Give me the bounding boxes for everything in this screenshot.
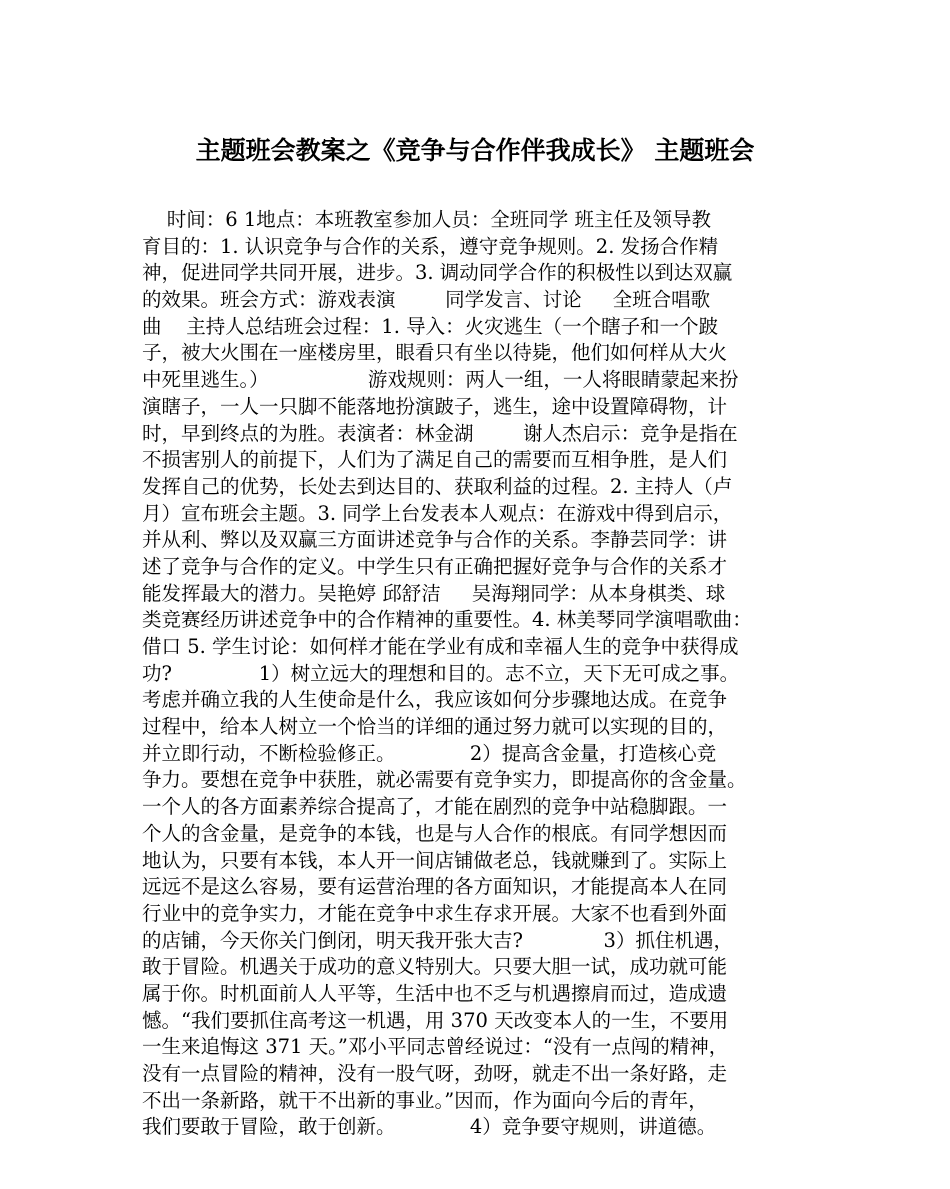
- body-text-line: 远远不是这么容易，要有运营治理的各方面知识，才能提高本人在同: [142, 875, 728, 899]
- body-text-line: 子，被大火围在一座楼房里，眼看只有坐以待毙，他们如何样从大火: [142, 341, 728, 365]
- body-text-line: 地认为，只要有本钱，本人开一间店铺做老总，钱就赚到了。实际上: [142, 848, 728, 872]
- body-text-line: 我们要敢于冒险，敢于创新。 4）竞争要守规则，讲道德。: [142, 1115, 717, 1139]
- body-text-line: 借口 5. 学生讨论：如何样才能在学业有成和幸福人生的竞争中获得成: [142, 635, 739, 658]
- body-text-line: 演瞎子，一人一只脚不能落地扮演跛子，逃生，途中设置障碍物，计: [142, 394, 728, 418]
- body-text-line: 曲 主持人总结班会过程：1. 导入：火灾逃生（一个瞎子和一个跛: [142, 314, 719, 338]
- body-text-line: 功? 1）树立远大的理想和目的。志不立，天下无可成之事。: [142, 661, 740, 685]
- document-body: [142, 207, 830, 1141]
- body-text-line: 神，促进同学共同开展，进步。3. 调动同学合作的积极性以到达双赢: [142, 261, 733, 285]
- body-text-line: 属于你。时机面前人人平等，生活中也不乏与机遇擦肩而过，造成遗: [142, 981, 728, 1005]
- body-text-line: 述了竞争与合作的定义。中学生只有正确把握好竞争与合作的关系才: [142, 554, 728, 578]
- body-text-line: 一个人的各方面素养综合提高了，才能在剧烈的竞争中站稳脚跟。一: [142, 795, 728, 819]
- body-text-line: 发挥自己的优势，长处去到达目的、获取利益的过程。2. 主持人（卢: [142, 474, 733, 498]
- body-text-line: 不损害别人的前提下，人们为了满足自己的需要而互相争胜，是人们: [142, 448, 728, 472]
- body-text-line: 一生来追悔这 371 天。”邓小平同志曾经说过：“没有一点闯的精神，: [142, 1035, 729, 1059]
- body-text-line: 没有一点冒险的精神，没有一股气呀，劲呀，就走不出一条好路，走: [142, 1062, 728, 1085]
- document-title: 主题班会教案之《竞争与合作伴我成长》 主题班会: [195, 136, 755, 165]
- body-text-line: 憾。“我们要抓住高考这一机遇，用 370 天改变本人的一生，不要用: [142, 1008, 729, 1032]
- body-text-line: 并立即行动，不断检验修正。 2）提高含金量，打造核心竞: [142, 741, 717, 765]
- body-text-line: 育目的：1. 认识竞争与合作的关系，遵守竞争规则。2. 发扬合作精: [142, 234, 719, 258]
- body-text-line: 时，早到终点的为胜。表演者：林金湖 谢人杰启示：竞争是指在: [142, 421, 738, 445]
- body-text-line: 时间：6 1地点：本班教室参加人员：全班同学 班主任及领导教: [142, 208, 712, 231]
- body-text-line: 考虑并确立我的人生使命是什么，我应该如何分步骤地达成。在竞争: [142, 688, 728, 712]
- body-text-line: 并从利、弊以及双赢三方面讲述竞争与合作的关系。李静芸同学：讲: [142, 528, 728, 552]
- body-text-line: 不出一条新路，就干不出新的事业。”因而，作为面向今后的青年，: [142, 1088, 708, 1112]
- body-text-line: 中死里逃生。） 游戏规则：两人一组，一人将眼睛蒙起来扮: [142, 368, 739, 392]
- body-text-line: 能发挥最大的潜力。吴艳婷 邱舒洁 吴海翔同学：从本身棋类、球: [142, 581, 726, 605]
- body-text-line: 行业中的竞争实力，才能在竞争中求生存求开展。大家不也看到外面: [142, 901, 728, 925]
- body-text-line: 的效果。班会方式：游戏表演 同学发言、讨论 全班合唱歌: [142, 288, 711, 312]
- body-text-line: 类竞赛经历讲述竞争中的合作精神的重要性。4. 林美琴同学演唱歌曲：: [142, 608, 752, 632]
- body-text-line: 月）宣布班会主题。3. 同学上台发表本人观点：在游戏中得到启示，: [142, 501, 733, 525]
- body-text-line: 过程中，给本人树立一个恰当的详细的通过努力就可以实现的目的，: [142, 715, 728, 739]
- body-text-line: 争力。要想在竞争中获胜，就必需要有竞争实力，即提高你的含金量。: [142, 768, 747, 792]
- body-text-line: 个人的含金量，是竞争的本钱，也是与人合作的根底。有同学想因而: [142, 821, 728, 845]
- body-text-line: 的店铺，今天你关门倒闭，明天我开张大吉? 3）抓住机遇，: [142, 928, 733, 952]
- body-text-line: 敢于冒险。机遇关于成功的意义特别大。只要大胆一试，成功就可能: [142, 955, 728, 979]
